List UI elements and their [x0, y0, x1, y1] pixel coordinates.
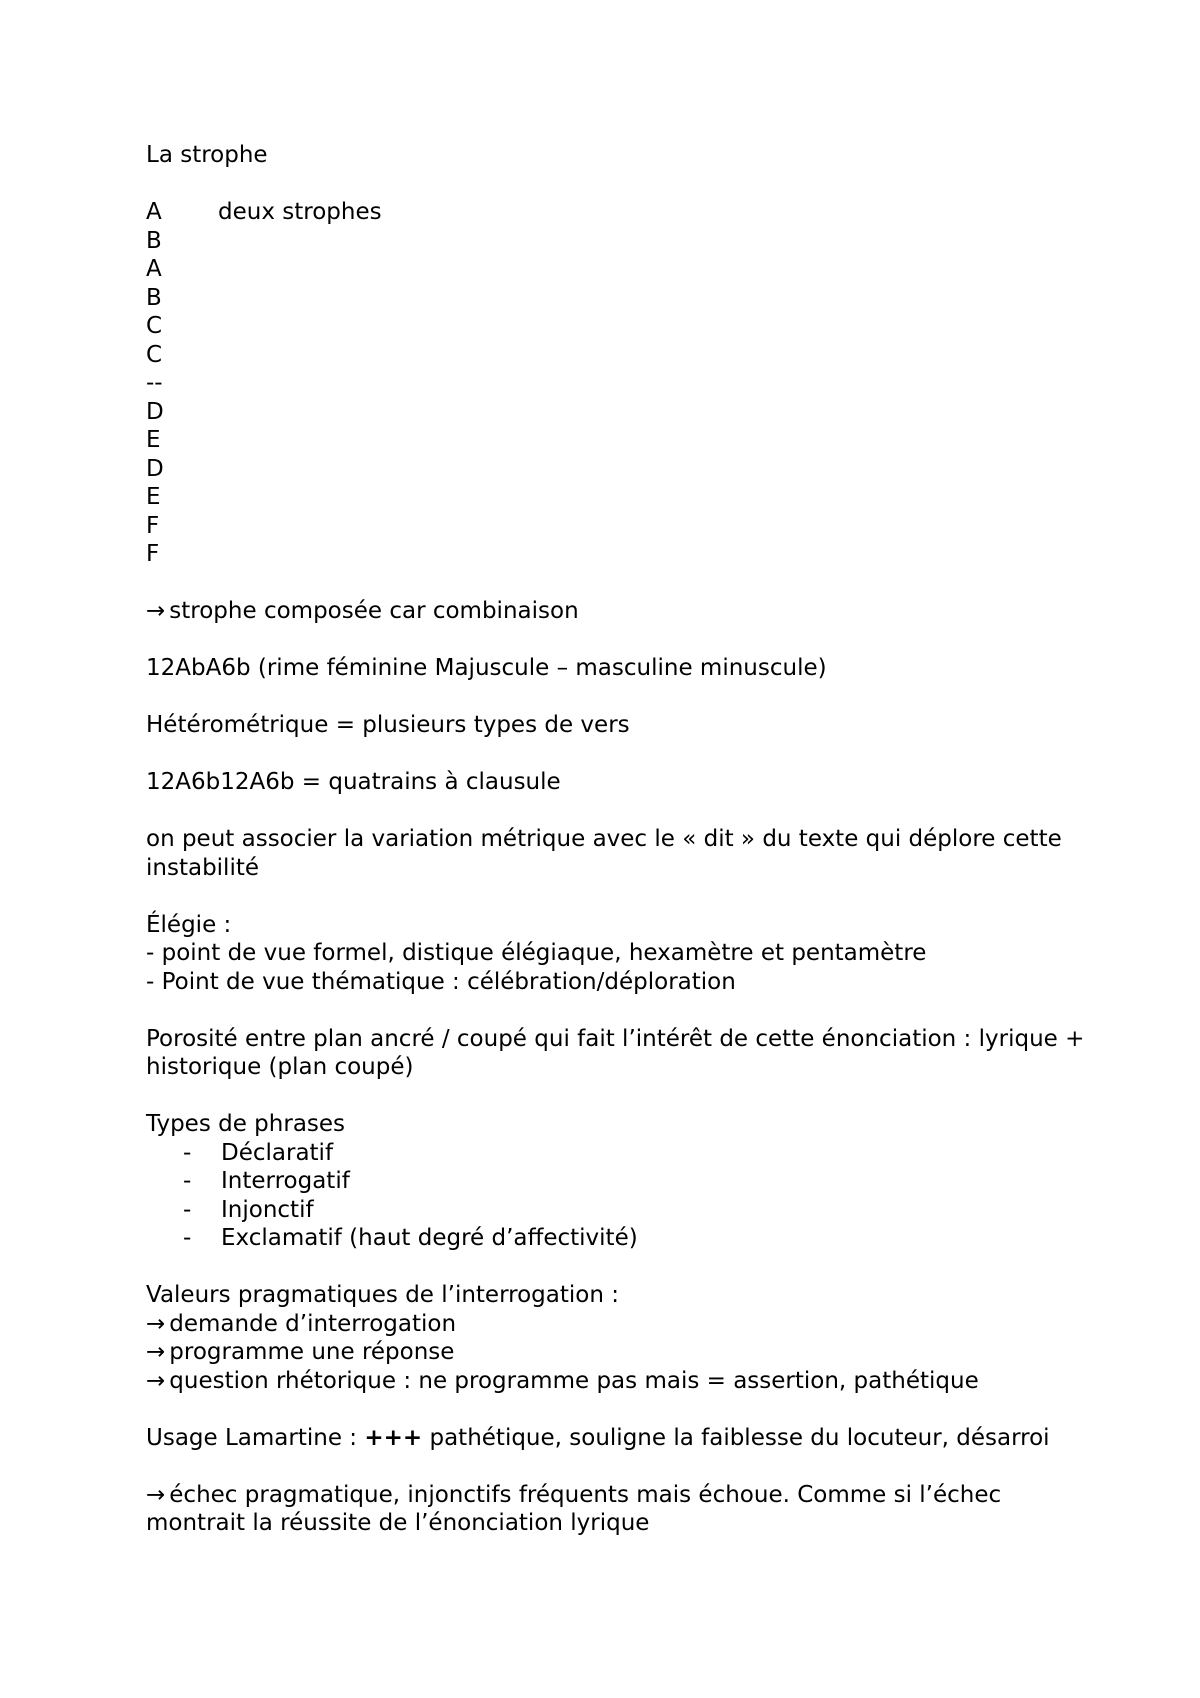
rhyme-letter: C [146, 313, 163, 339]
rhyme-letter: A [146, 256, 162, 282]
list-item [146, 1196, 1106, 1225]
section-heading: Élégie : [146, 911, 232, 938]
definition-line: Hétérométrique = plusieurs types de vers [146, 712, 630, 738]
document-title: La strophe [146, 142, 268, 168]
rhyme-formula: 12A6b12A6b = quatrains à clausule [146, 769, 561, 795]
arrow-right-icon: → [146, 1367, 166, 1394]
spacer [146, 1395, 1106, 1424]
rhyme-scheme-row [146, 198, 1106, 227]
arrow-line [146, 1338, 1106, 1367]
rhyme-letter: E [146, 427, 161, 453]
spacer [146, 740, 1106, 769]
spacer [146, 797, 1106, 826]
list-item [146, 1224, 1106, 1253]
paragraph: Porosité entre plan ancré / coupé qui fait l’intérêt de cette énonciation : lyrique + historique (plan coupé) [146, 1025, 1092, 1080]
arrow-line-text: strophe composée car combinaison [169, 598, 579, 624]
spacer [146, 170, 1106, 199]
spacer [146, 996, 1106, 1025]
list-item [146, 1139, 1106, 1168]
rhyme-letter: F [146, 512, 160, 539]
spacer [146, 1452, 1106, 1481]
bullet-dash: - [183, 1196, 192, 1223]
arrow-line-text: échec pragmatique, injonctifs fréquents mais échoue. Comme si l’échec montrait la réussite de l’énonciation lyrique [146, 1481, 1009, 1536]
spacer [146, 1082, 1106, 1111]
arrow-line [146, 1367, 1106, 1396]
list-item: - point de vue formel, distique élégiaque, hexamètre et pentamètre [146, 940, 927, 966]
list-item [146, 1167, 1106, 1196]
arrow-line-text: demande d’interrogation [169, 1310, 457, 1337]
bullet-dash: - [183, 1225, 192, 1251]
rhyme-letter: A [146, 199, 162, 225]
rhyme-letter: D [146, 455, 164, 482]
rhyme-letter: C [146, 341, 163, 368]
arrow-line-text: programme une réponse [169, 1339, 455, 1365]
paragraph-suffix: pathétique, souligne la faiblesse du locuteur, désarroi [422, 1424, 1050, 1451]
spacer [146, 1253, 1106, 1282]
bullet-list [146, 1139, 1106, 1253]
rhyme-letter: F [146, 541, 160, 567]
paragraph-prefix: Usage Lamartine : [146, 1424, 365, 1451]
bullet-dash: - [183, 1168, 192, 1194]
arrow-right-icon: → [146, 1310, 166, 1337]
list-item-text: Déclaratif [221, 1139, 334, 1166]
list-item-text: Exclamatif (haut degré d’affectivité) [221, 1225, 638, 1251]
list-item: - Point de vue thématique : célébration/déploration [146, 968, 736, 995]
rhyme-note: deux strophes [218, 199, 382, 225]
arrow-line [146, 597, 1106, 626]
arrow-line [146, 1481, 1106, 1538]
rhyme-separator: -- [146, 370, 163, 396]
arrow-line-text: question rhétorique : ne programme pas mais = assertion, pathétique [169, 1367, 979, 1394]
list-item-text: Interrogatif [221, 1168, 350, 1194]
arrow-line [146, 1310, 1106, 1339]
document-page [146, 141, 1106, 1538]
spacer [146, 569, 1106, 598]
rhyme-formula: 12AbA6b (rime féminine Majuscule – masculine minuscule) [146, 655, 827, 681]
arrow-right-icon: → [146, 1339, 166, 1365]
rhyme-letter: B [146, 284, 162, 311]
spacer [146, 626, 1106, 655]
rhyme-letter: B [146, 227, 162, 254]
bullet-dash: - [183, 1139, 192, 1166]
arrow-right-icon: → [146, 598, 166, 624]
spacer [146, 683, 1106, 712]
emphasis-plus: +++ [364, 1424, 423, 1451]
section-heading: Valeurs pragmatiques de l’interrogation : [146, 1282, 619, 1308]
paragraph: on peut associer la variation métrique avec le « dit » du texte qui déplore cette instabilité [146, 826, 1070, 881]
rhyme-letter: D [146, 398, 164, 425]
arrow-right-icon: → [146, 1481, 166, 1508]
paragraph [146, 1424, 1106, 1453]
section-heading: Types de phrases [146, 1111, 346, 1137]
list-item-text: Injonctif [221, 1196, 314, 1223]
rhyme-scheme [146, 198, 1106, 569]
rhyme-letter: E [146, 484, 161, 510]
spacer [146, 882, 1106, 911]
